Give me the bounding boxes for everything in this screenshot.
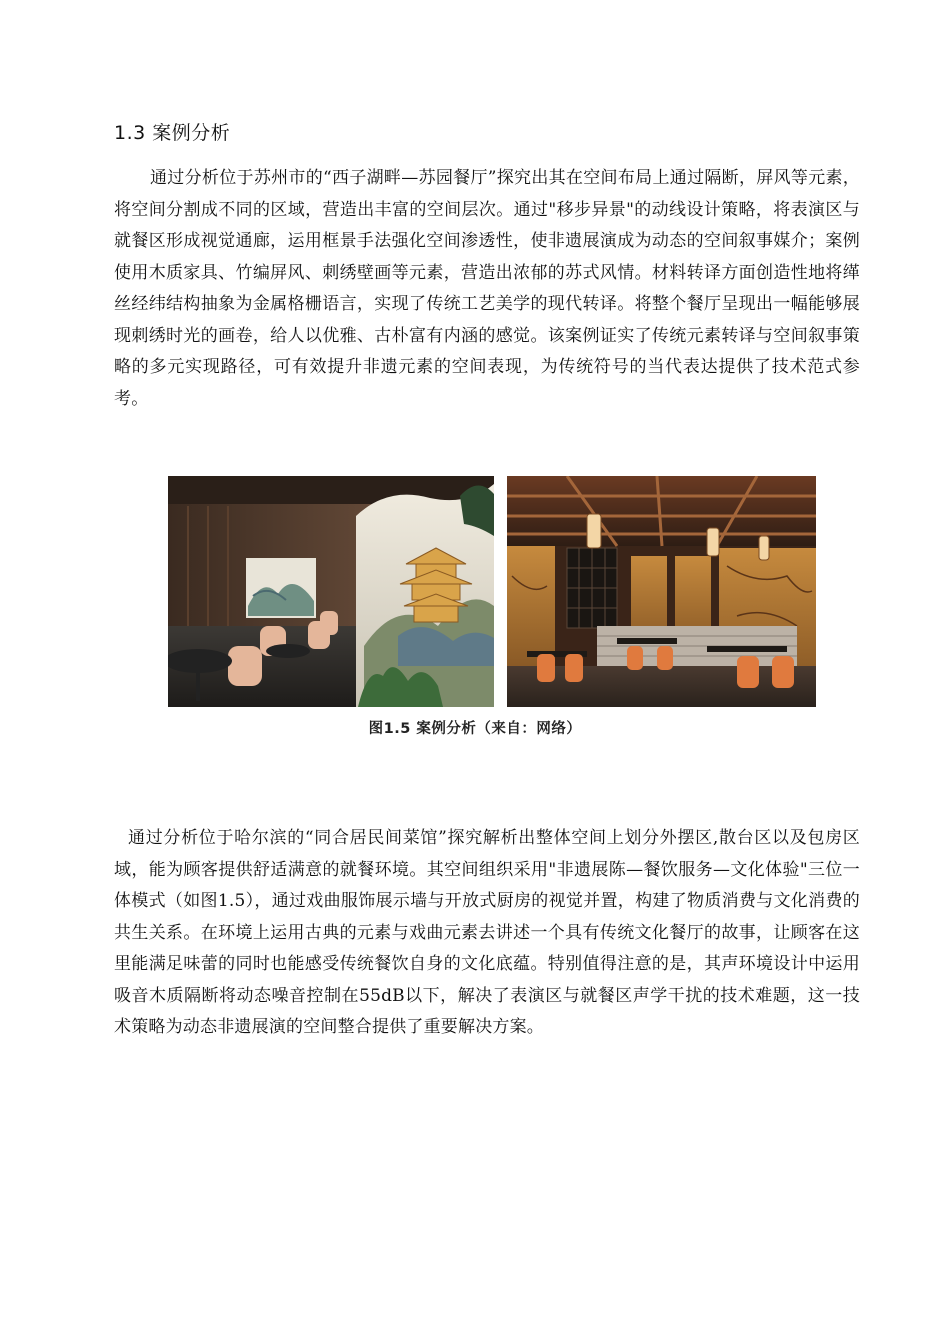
paragraph-tonghejv-case: 通过分析位于哈尔滨的“同合居民间菜馆”探究解析出整体空间上划分外摆区,散台区以及包房区域，能为顾客提供舒适满意的就餐环境。其空间组织采用"非遗展陈—餐饮服务—文化体验"三位一体模式（如图1.5），通过戏曲服饰展示墙与开放式厨房的视觉并置，构建了物质消费与文化消费的共生关系。在环境上运用古典的元素与戏曲元素去讲述一个具有传统文化餐厅的故事，让顾客在这里能满足味蕾的同时也能感受传统餐饮自身的文化底蕴。特别值得注意的是，其声环境设计中运用吸音木质隔断将动态噪音控制在55dB以下，解决了表演区与就餐区声学干扰的技术难题，这一技术策略为动态非遗展演的空间整合提供了重要解决方案。 — [114, 828, 860, 1037]
section-heading: 1.3 案例分析 — [114, 122, 231, 144]
restaurant-photo-right — [507, 476, 816, 707]
figure-case-photos — [168, 476, 816, 707]
paragraph-suyuan-case: 通过分析位于苏州市的“西子湖畔—苏园餐厅”探究出其在空间布局上通过隔断，屏风等元素，将空间分割成不同的区域，营造出丰富的空间层次。通过"移步异景"的动线设计策略，将表演区与就餐区形成视觉通廊，运用框景手法强化空间渗透性，使非遗展演成为动态的空间叙事媒介；案例使用木质家具、竹编屏风、刺绣壁画等元素，营造出浓郁的苏式风情。材料转译方面创造性地将缂丝经纬结构抽象为金属格栅语言，实现了传统工艺美学的现代转译。将整个餐厅呈现出一幅能够展现刺绣时光的画卷，给人以优雅、古朴富有内涵的感觉。该案例证实了传统元素转译与空间叙事策略的多元实现路径，可有效提升非遗元素的空间表现，为传统符号的当代表达提供了技术范式参考。 — [114, 168, 860, 409]
restaurant-photo-left — [168, 476, 494, 707]
figure-caption: 图1.5 案例分析（来自：网络） — [368, 721, 582, 737]
